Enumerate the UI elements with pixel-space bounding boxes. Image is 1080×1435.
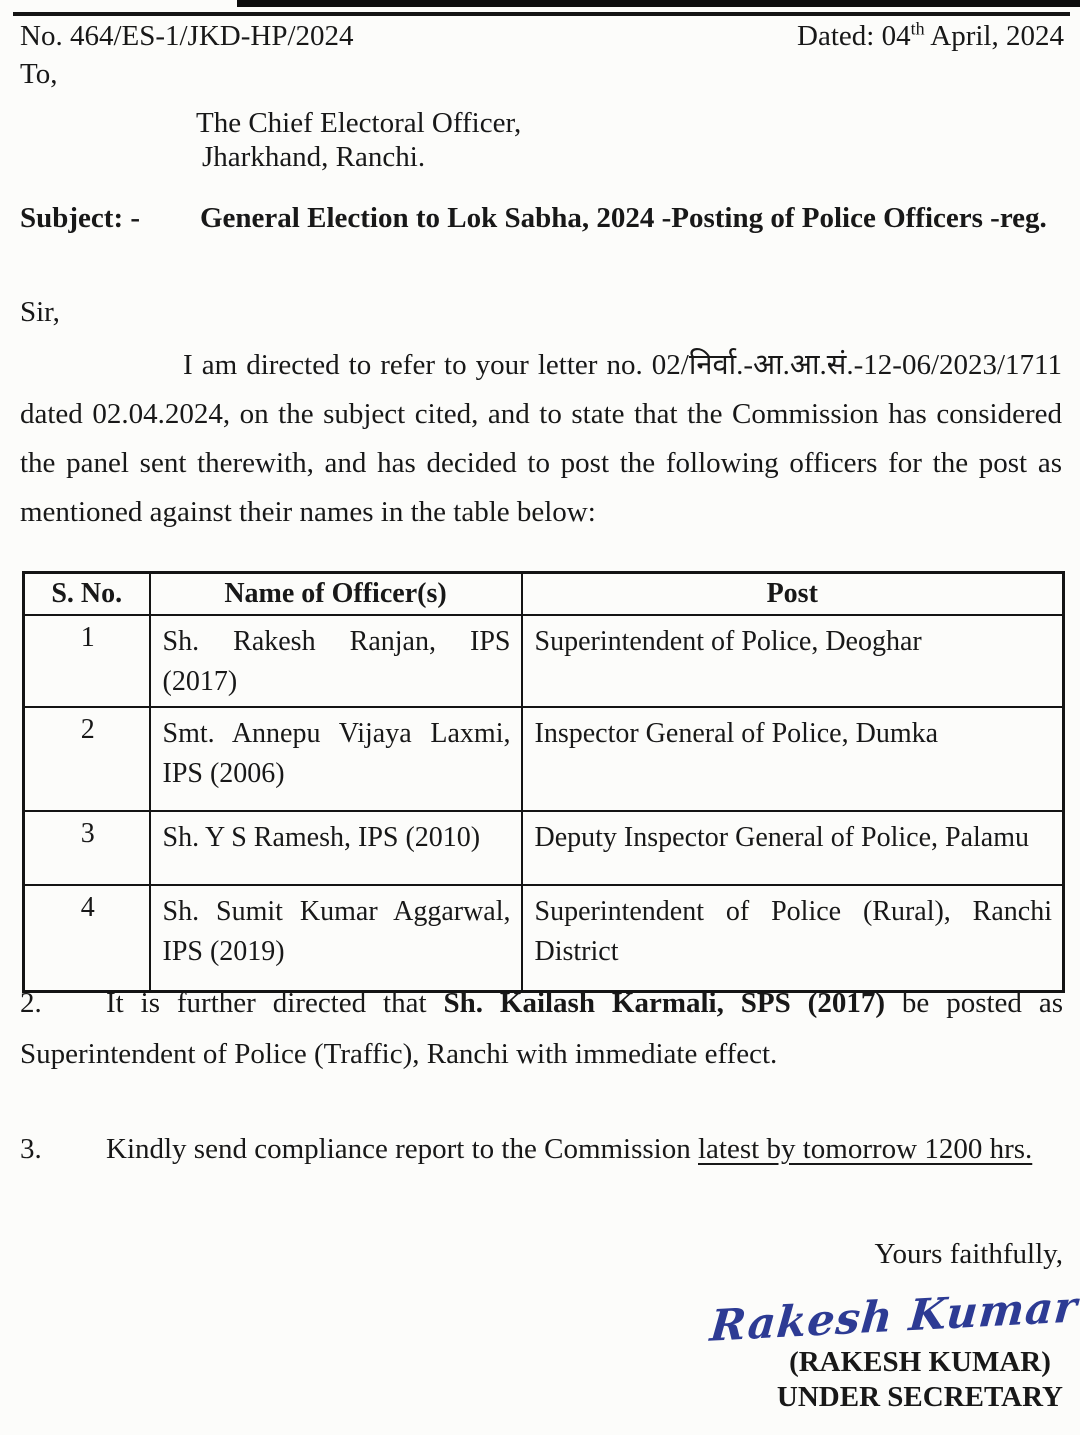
para2-number: 2. xyxy=(20,987,42,1019)
row-sno: 3 xyxy=(24,811,150,885)
table-row xyxy=(24,885,1064,992)
para2-officer-bold: Sh. Kailash Karmali, SPS (2017) xyxy=(443,987,885,1019)
scan-edge-bar xyxy=(237,0,1080,7)
date-rest: April, 2024 xyxy=(924,20,1064,52)
row-officer-name: Sh. Rakesh Ranjan, IPS (2017) xyxy=(150,615,522,707)
reference-number: No. 464/ES-1/JKD-HP/2024 xyxy=(20,20,354,52)
para3-deadline-underlined: latest by tomorrow 1200 hrs. xyxy=(698,1133,1033,1165)
row-officer-name: Sh. Y S Ramesh, IPS (2010) xyxy=(150,811,522,885)
body-paragraph-3 xyxy=(20,1124,1063,1175)
signatory-name: (RAKESH KUMAR) xyxy=(789,1346,1051,1378)
row-officer-name: Smt. Annepu Vijaya Laxmi, IPS (2006) xyxy=(150,707,522,811)
row-post: Inspector General of Police, Dumka xyxy=(522,707,1064,811)
valediction: Yours faithfully, xyxy=(874,1238,1063,1270)
row-post: Superintendent of Police, Deoghar xyxy=(522,615,1064,707)
date-prefix: Dated: 04 xyxy=(797,20,911,52)
date-line xyxy=(797,20,1064,53)
para3-text-before: Kindly send compliance report to the Commission xyxy=(106,1133,698,1165)
row-sno: 2 xyxy=(24,707,150,811)
subject-text: General Election to Lok Sabha, 2024 -Posting of Police Officers -reg. xyxy=(200,202,1047,234)
date-ordinal: th xyxy=(910,18,925,39)
recipient-address xyxy=(196,106,521,174)
para2-text-after: be posted as Superintendent of Police (Traffic), Ranchi with immediate effect. xyxy=(20,987,1063,1070)
cited-letter-number: 02/निर्वा.-आ.आ.सं.-12-06/2023/1711 xyxy=(651,349,1062,381)
recipient-line2: Jharkhand, Ranchi. xyxy=(202,141,426,173)
para1-text-end: dated 02.04.2024, on the subject cited, and to state that the Commission has considered the panel sent therewith, and has decided to post the following officers for the post as mentioned against their names in the table below: xyxy=(20,398,1062,528)
recipient-line1: The Chief Electoral Officer, xyxy=(196,107,522,139)
row-officer-name: Sh. Sumit Kumar Aggarwal, IPS (2019) xyxy=(150,885,522,992)
col-header-post: Post xyxy=(522,573,1064,616)
officers-posting-table xyxy=(22,571,1065,993)
signatory-title: UNDER SECRETARY xyxy=(776,1381,1063,1413)
table-row xyxy=(24,707,1064,811)
table-row xyxy=(24,811,1064,885)
header-rule xyxy=(13,12,1070,16)
para1-text-start: I am directed to refer to your letter no. xyxy=(183,349,652,381)
para2-text-before: It is further directed that xyxy=(106,987,444,1019)
body-paragraph-2 xyxy=(20,978,1063,1080)
col-header-name: Name of Officer(s) xyxy=(150,573,522,616)
table-header-row xyxy=(24,573,1064,616)
signatory-block xyxy=(777,1345,1063,1415)
salutation: Sir, xyxy=(20,296,60,328)
handwritten-signature: Rakesh Kumar xyxy=(708,1282,1080,1352)
reference-row xyxy=(20,20,1064,53)
row-sno: 4 xyxy=(24,885,150,992)
table-row xyxy=(24,615,1064,707)
row-post: Superintendent of Police (Rural), Ranchi District xyxy=(522,885,1064,992)
row-sno: 1 xyxy=(24,615,150,707)
body-paragraph-1 xyxy=(20,341,1062,537)
para3-number: 3. xyxy=(20,1133,42,1165)
row-post: Deputy Inspector General of Police, Palamu xyxy=(522,811,1064,885)
col-header-sno: S. No. xyxy=(24,573,150,616)
subject-row xyxy=(20,202,1060,235)
subject-label: Subject: - xyxy=(20,202,141,234)
to-label: To, xyxy=(20,58,58,90)
